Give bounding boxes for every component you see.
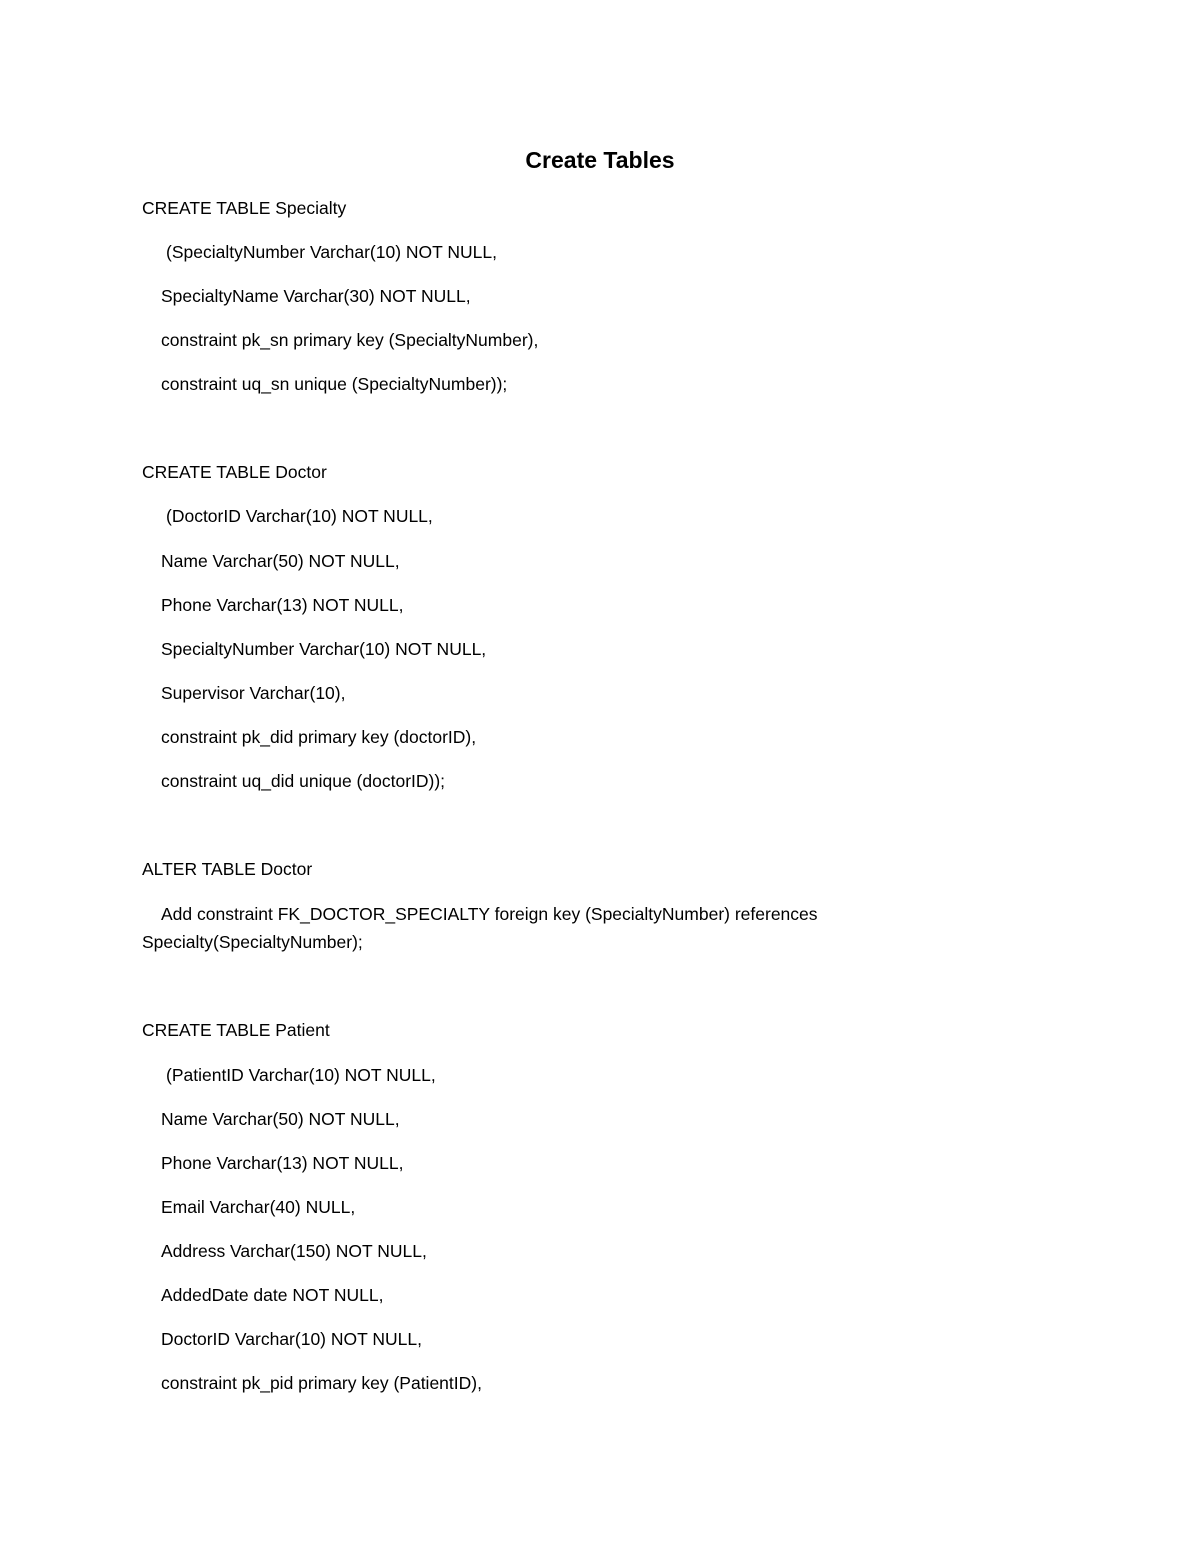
specialty-line-3: constraint pk_sn primary key (SpecialtyNumber), (161, 330, 539, 350)
patient-line-3: Phone Varchar(13) NOT NULL, (161, 1153, 404, 1173)
specialty-line-1: (SpecialtyNumber Varchar(10) NOT NULL, (166, 242, 497, 262)
page-title: Create Tables (525, 147, 675, 173)
specialty-create-header: CREATE TABLE Specialty (142, 198, 347, 218)
doctor-line-3: Phone Varchar(13) NOT NULL, (161, 595, 404, 615)
doctor-line-5: Supervisor Varchar(10), (161, 683, 346, 703)
doctor-line-6: constraint pk_did primary key (doctorID), (161, 727, 477, 747)
specialty-line-2: SpecialtyName Varchar(30) NOT NULL, (161, 286, 471, 306)
doctor-line-7: constraint uq_did unique (doctorID)); (161, 771, 446, 791)
doctor-line-4: SpecialtyNumber Varchar(10) NOT NULL, (161, 639, 487, 659)
patient-line-1: (PatientID Varchar(10) NOT NULL, (166, 1065, 436, 1085)
alter-line-1: Add constraint FK_DOCTOR_SPECIALTY foreign key (SpecialtyNumber) references (161, 904, 818, 924)
patient-line-5: Address Varchar(150) NOT NULL, (161, 1241, 427, 1261)
patient-line-2: Name Varchar(50) NOT NULL, (161, 1109, 400, 1129)
alter-table-header: ALTER TABLE Doctor (142, 859, 313, 879)
specialty-line-4: constraint uq_sn unique (SpecialtyNumber)); (161, 374, 508, 394)
doctor-create-header: CREATE TABLE Doctor (142, 462, 327, 482)
patient-line-4: Email Varchar(40) NULL, (161, 1197, 356, 1217)
patient-line-7: DoctorID Varchar(10) NOT NULL, (161, 1329, 422, 1349)
patient-create-header: CREATE TABLE Patient (142, 1020, 330, 1040)
doctor-line-1: (DoctorID Varchar(10) NOT NULL, (166, 506, 433, 526)
patient-line-8: constraint pk_pid primary key (PatientID), (161, 1373, 482, 1393)
patient-line-6: AddedDate date NOT NULL, (161, 1285, 384, 1305)
alter-line-2: Specialty(SpecialtyNumber); (142, 932, 363, 952)
doctor-line-2: Name Varchar(50) NOT NULL, (161, 551, 400, 571)
